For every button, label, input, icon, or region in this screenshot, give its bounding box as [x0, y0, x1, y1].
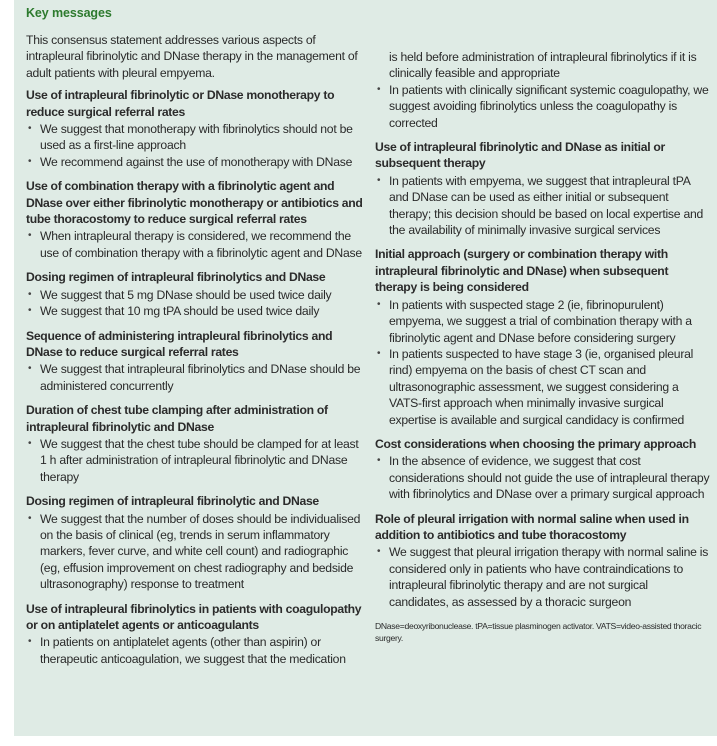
bullet-list: [26, 287, 366, 320]
bullet-list: [26, 121, 366, 170]
section: [26, 601, 366, 668]
bullet-list: [375, 453, 710, 502]
section-heading: Sequence of administering intrapleural fibrinolytics and DNase to reduce surgical referral rates: [26, 328, 333, 359]
section-heading: Dosing regimen of intrapleural fibrinolytic and DNase: [26, 494, 319, 509]
bullet-list: [26, 361, 366, 394]
footnote: DNase=deoxyribonuclease. tPA=tissue plasminogen activator. VATS=video-assisted thoracic surgery.: [375, 621, 702, 643]
section: [26, 269, 366, 319]
section: [375, 246, 710, 427]
right-column: [375, 49, 710, 644]
continued-section: [375, 49, 710, 131]
bullet-item: • In patients with empyema, we suggest that intrapleural tPA and DNase can be used as either initial or subsequent therapy; this decision should be based on local expertise and the availability of minimally invasive surgical services: [375, 173, 710, 239]
bullet-item: • We recommend against the use of monotherapy with DNase: [26, 154, 366, 170]
section-heading: Role of pleural irrigation with normal saline when used in addition to antibiotics and tube thoracostomy: [375, 511, 689, 542]
section-heading: Cost considerations when choosing the primary approach: [375, 436, 697, 451]
bullet-list: [26, 228, 366, 261]
bullet-item: • We suggest that the number of doses should be individualised on the basis of clinical (eg, trends in serum inflammatory markers, fever curve, and white cell count) and radiographic (eg, effusion improvement on chest radiography and bedside ultrasonography) response to treatment: [26, 511, 366, 593]
left-column: [26, 32, 366, 675]
section-heading: Use of intrapleural fibrinolytics in patients with coagulopathy or on antiplatelet agents or anticoagulants: [26, 601, 362, 632]
bullet-item: • We suggest that the chest tube should be clamped for at least 1 h after administration of intrapleural fibrinolytic and DNase therapy: [26, 436, 366, 485]
section-heading: Use of intrapleural fibrinolytic and DNase as initial or subsequent therapy: [375, 140, 665, 171]
bullet-list: [26, 634, 366, 667]
bullet-list: [375, 544, 710, 610]
bullet-item: • When intrapleural therapy is considered, we recommend the use of combination therapy with a fibrinolytic agent and DNase: [26, 228, 366, 261]
bullet-item: • In the absence of evidence, we suggest that cost considerations should not guide the use of intrapleural therapy with fibrinolytics and DNase over a primary surgical approach: [375, 453, 710, 502]
bullet-list: [26, 436, 366, 485]
bullet-list: [375, 297, 710, 428]
section: [26, 87, 366, 170]
section: [26, 402, 366, 485]
section-heading: Use of combination therapy with a fibrinolytic agent and DNase over either fibrinolytic monotherapy or antibiotics and tube thoracostomy to reduce surgical referral rates: [26, 179, 363, 227]
bullet-list: [26, 511, 366, 593]
bullet-item: • We suggest that 10 mg tPA should be used twice daily: [26, 303, 366, 319]
bullet-item: • We suggest that pleural irrigation therapy with normal saline is considered only in patients who have contraindications to intrapleural fibrinolytic therapy and are not surgical candidates, as assessed by a thoracic surgeon: [375, 544, 710, 610]
bullet-item: • In patients on antiplatelet agents (other than aspirin) or therapeutic anticoagulation, we suggest that the medication: [26, 634, 366, 667]
section: [375, 436, 710, 503]
bullet-item: • We suggest that intrapleural fibrinolytics and DNase should be administered concurrently: [26, 361, 366, 394]
continued-bullet-text: is held before administration of intrapleural fibrinolytics if it is clinically feasible and appropriate: [389, 50, 697, 81]
section: [26, 328, 366, 395]
section-heading: Initial approach (surgery or combination therapy with intrapleural fibrinolytic and DNase) when subsequent therapy is being considered: [375, 247, 669, 295]
section: [375, 511, 710, 610]
bullet-item: • In patients with suspected stage 2 (ie, fibrinopurulent) empyema, we suggest a trial of combination therapy with a fibrinolytic agent and DNase before considering surgery: [375, 297, 710, 346]
section: [26, 493, 366, 592]
bullet-item: • We suggest that monotherapy with fibrinolytics should not be used as a first-line approach: [26, 121, 366, 154]
bullet-item: • We suggest that 5 mg DNase should be used twice daily: [26, 287, 366, 303]
intro-text: This consensus statement addresses various aspects of intrapleural fibrinolytic and DNase therapy in the management of adult patients with pleural empyema.: [26, 33, 358, 80]
section-heading: Dosing regimen of intrapleural fibrinolytics and DNase: [26, 270, 326, 285]
section-heading: Use of intrapleural fibrinolytic or DNase monotherapy to reduce surgical referral rates: [26, 88, 335, 119]
bullet-list: [375, 173, 710, 239]
continued-bullet-list: [375, 49, 710, 131]
section: [26, 178, 366, 261]
panel-title: Key messages: [26, 6, 112, 20]
bullet-item: • In patients suspected to have stage 3 (ie, organised pleural rind) empyema on the basis of chest CT scan and ultrasonographic assessment, we suggest considering a VATS-first approach when minimally invasive surgical expertise is available and surgical candidacy is confirmed: [375, 346, 710, 428]
section-heading: Duration of chest tube clamping after administration of intrapleural fibrinolytic and DNase: [26, 403, 328, 434]
bullet-item: • In patients with clinically significant systemic coagulopathy, we suggest avoiding fibrinolytics unless the coagulopathy is corrected: [375, 82, 710, 131]
section: [375, 139, 710, 238]
left-sections: [26, 87, 366, 667]
right-sections: [375, 139, 710, 610]
